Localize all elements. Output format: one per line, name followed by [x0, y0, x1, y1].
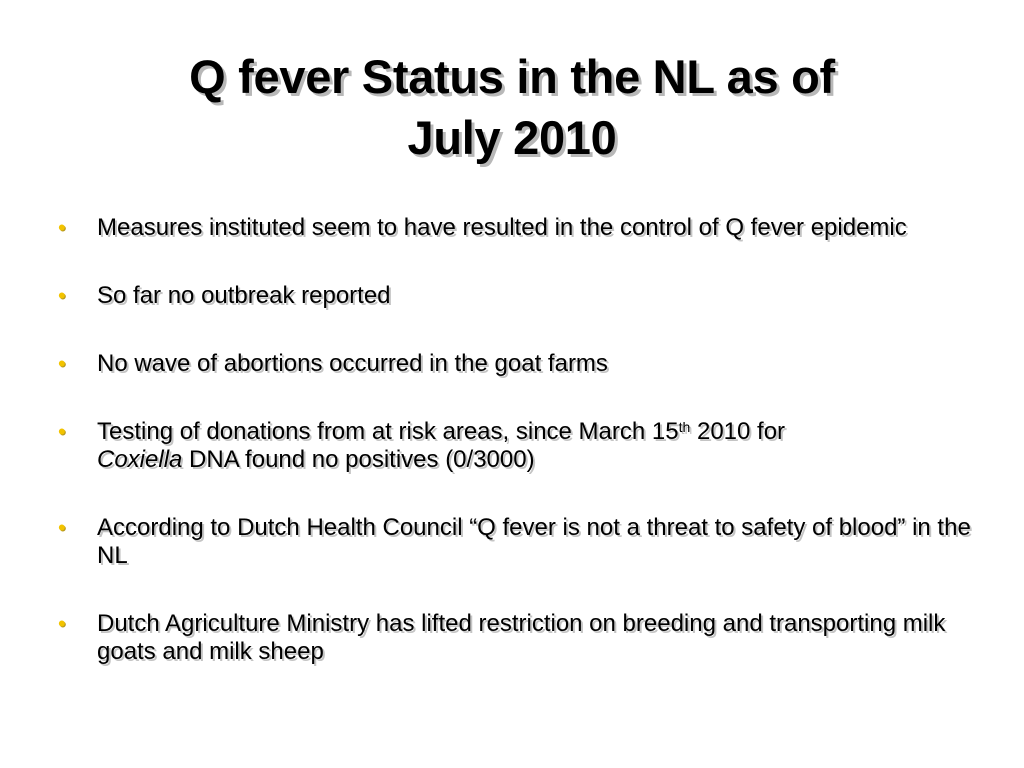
bullet-text: No wave of abortions occurred in the goat farms	[97, 350, 608, 377]
bullet-item	[58, 418, 988, 474]
bullet-item	[58, 350, 988, 378]
bullet-dot-icon: •	[58, 283, 66, 308]
slide-title-line-1: Q fever Status in the NL as of	[189, 50, 835, 103]
bullet-dot-icon: •	[58, 215, 66, 240]
bullet-text: Measures instituted seem to have resulted in the control of Q fever epidemic	[97, 214, 907, 241]
bullet-dot-icon: •	[58, 611, 66, 636]
bullet-text-part: DNA found no positives (0/3000)	[182, 446, 535, 473]
bullet-text: So far no outbreak reported	[97, 282, 391, 309]
bullet-dot-icon: •	[58, 419, 66, 444]
bullet-text: Dutch Agriculture Ministry has lifted restriction on breeding and transporting milk goats and milk sheep	[97, 610, 946, 665]
slide-title	[60, 46, 964, 168]
bullet-list	[58, 214, 988, 666]
bullet-text: According to Dutch Health Council “Q fever is not a threat to safety of blood” in the NL	[97, 514, 971, 569]
bullet-text-part: 2010 for	[690, 418, 786, 445]
bullet-item	[58, 610, 988, 666]
bullet-item	[58, 514, 988, 570]
bullet-dot-icon: •	[58, 515, 66, 540]
slide-title-line-2: July 2010	[407, 111, 617, 164]
bullet-text-part: Testing of donations from at risk areas, since March 15	[97, 418, 679, 445]
species-name: Coxiella	[97, 446, 183, 473]
bullet-item	[58, 214, 988, 242]
bullet-dot-icon: •	[58, 351, 66, 376]
bullet-item	[58, 282, 988, 310]
ordinal-suffix: th	[678, 419, 691, 435]
